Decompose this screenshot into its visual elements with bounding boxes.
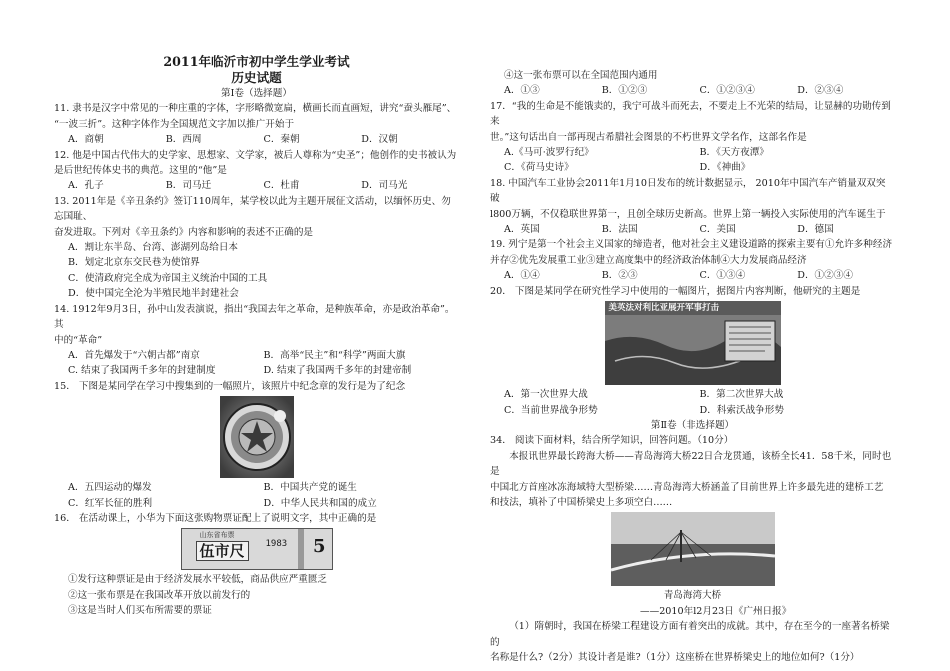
q14-options	[54, 348, 459, 379]
q11-stem-1: 11. 隶书是汉字中常见的一种庄重的字体，字形略微宽扁，横画长而直画短，讲究“蚕头雁尾”、	[54, 103, 457, 115]
q34-subquestion-1b: 名称是什么?（2分）其设计者是谁?（1分）这座桥在世界桥梁史上的地位如何?（1分）	[490, 651, 860, 663]
q18-options	[490, 222, 895, 237]
q13-option-b: B．划定北京东交民巷为使馆界	[68, 257, 200, 269]
qingdao-bay-bridge-photo	[611, 512, 775, 586]
q16-options	[490, 83, 895, 98]
q18-option-a: A．英国	[504, 224, 540, 236]
left-column	[54, 0, 459, 619]
q34-material-line-2: 中国北方首座冰冻海域特大型桥梁……青岛海湾大桥涵盖了目前世界上许多最先进的建桥工艺	[490, 481, 884, 493]
q15-options	[54, 480, 459, 511]
q34-subquestion-1a: （1）隋朝时，我国在桥梁工程建设方面有着突出的成就。其中，存在至今的一座著名桥梁的	[490, 621, 890, 648]
exam-subtitle: 历史试题	[231, 70, 282, 85]
bridge-photo-caption: 青岛海湾大桥	[663, 590, 722, 602]
ticket-year: 1983	[265, 539, 288, 550]
ticket-top-label: 山东省布票	[199, 531, 235, 540]
q11-options	[54, 132, 459, 147]
q11-option-d: D．汉朝	[361, 134, 398, 146]
q17-option-b: B．《天方夜潭》	[699, 147, 769, 159]
q14-option-a: A．首先爆发于“六朝古都”南京	[68, 349, 200, 361]
q34-material-line-1: 本报讯世界最长跨海大桥——青岛海湾大桥22日合龙贯通，该桥全长41．58千米，同时也是	[490, 450, 892, 478]
libya-map-photo	[605, 301, 781, 385]
q17-stem-1: 17．“我的生命是不能饿卖的，我宁可战斗而死去，不要走上不光荣的结局，让显赫的功勋传到来	[490, 100, 891, 128]
q17-option-a: A.《马可·波罗行纪》	[504, 147, 594, 159]
q16-option-b: B．①②③	[601, 85, 648, 97]
q11-option-b: B．西周	[165, 134, 202, 146]
q16-item-3: ③这是当时人们买布所需要的票证	[68, 605, 212, 617]
q13-options	[54, 240, 459, 302]
q15-stem: 15． 下图是某同学在学习中搜集到的一幅照片，该照片中纪念章的发行是为了纪念	[54, 380, 406, 392]
q12-option-b: B．司马迁	[165, 180, 212, 192]
q13-option-a: A．割让东半岛、台湾、澎湖列岛给日本	[68, 242, 239, 254]
bridge-image	[611, 512, 775, 586]
q16-item-2: ②这一张布票是在我国改革开放以前发行的	[68, 589, 251, 601]
ticket-stripe	[298, 529, 304, 569]
q17-option-c: C．《荷马史诗》	[504, 162, 574, 174]
q19-stem-2: 并存②优先发展重工业③建立高度集中的经济政治体制④大力发展商品经济	[490, 254, 807, 266]
q12-stem-1: 12. 他是中国古代伟大的史学家、思想家、文学家，被后人尊称为“史圣”；他创作的史书被认为	[54, 149, 457, 161]
q16-stem: 16． 在活动课上，小华为下面这张购物票证配上了说明文字，其中正确的是	[54, 512, 377, 524]
q13-stem-1: 13. 2011年是《辛丑条约》签订110周年，某学校以此为主题开展征文活动，以缅怀历史、勿忘国耻、	[54, 195, 451, 223]
q16-option-d: D．②③④	[797, 85, 844, 97]
q13-stem-2: 奋发进取。下列对《辛丑条约》内容和影响的表述不正确的是	[54, 226, 314, 238]
q16-item-4: ④这一张布票可以在全国范围内通用	[504, 70, 658, 81]
q18-option-d: D．德国	[797, 224, 834, 236]
q34-stem: 34． 阅读下面材料，结合所学知识，回答问题。（10分）	[490, 435, 734, 447]
q20-stem: 20． 下图是某同学在研究性学习中使用的一幅图片，据图片内容判断，他研究的主题是	[490, 285, 861, 297]
medal-image	[220, 396, 294, 478]
commemorative-medal-photo	[220, 396, 294, 478]
q18-stem-2: l800万辆，不仅稳联世界第一，且创全球历史新高。世界上第一辆投入实际使用的汽车诞生于	[490, 208, 886, 220]
q14-stem-2: 中的“革命”	[54, 334, 103, 346]
map-headline: 美英法对利比亚展开军事打击	[608, 303, 720, 314]
q13-option-d: D．使中国完全沦为半殖民地半封建社会	[68, 288, 239, 300]
q20-option-a: A．第一次世界大战	[504, 389, 588, 401]
q15-option-b: B．中国共产党的诞生	[263, 482, 357, 494]
q14-option-b: B．高举“民主”和“科学”两面大旗	[263, 349, 406, 361]
ticket-number: 5	[312, 536, 326, 558]
q16-option-a: A．①③	[504, 85, 540, 97]
q18-stem-1: 18. 中国汽车工业协会2011年1月10日发布的统计数据显示， 2010年中国汽车产销量双双突破	[490, 177, 886, 205]
q11-stem-2: “一波三折”。这种字体作为全国规范文字加以推广开始于	[54, 118, 295, 130]
q12-option-d: D．司马光	[361, 180, 408, 192]
ticket-denomination: 伍市尺	[196, 541, 249, 561]
q12-option-a: A．孔子	[68, 180, 104, 192]
q15-option-a: A．五四运动的爆发	[68, 482, 152, 494]
q16-option-c: C．①②③④	[699, 85, 755, 97]
q20-option-c: C．当前世界战争形势	[504, 404, 598, 416]
q20-option-b: B．第二次世界大战	[699, 389, 784, 401]
q11-option-a: A．商朝	[68, 134, 104, 146]
q17-stem-2: 世。”这句话出自一部再现古希腊社会图景的不朽世界文学名作，这部名作是	[490, 131, 807, 143]
q14-stem-1: 14. 1912年9月3日，孙中山发表演说，指出“我国去年之革命，是种族革命，亦是政治革命”。其	[54, 303, 455, 331]
q19-option-b: B．②③	[601, 270, 638, 282]
q18-option-c: C．美国	[699, 224, 736, 236]
q12-options	[54, 178, 459, 193]
q16-item-1: ①发行这种票证是由于经济发展水平较低，商品供应严重匮乏	[68, 574, 328, 586]
q20-options	[490, 387, 895, 418]
q20-option-d: D．科索沃战争形势	[699, 404, 784, 416]
right-column	[490, 0, 895, 665]
exam-title: 2011年临沂市初中学生学业考试	[163, 54, 350, 69]
q14-option-d: D. 结束了我国两千多年的封建帝制	[263, 365, 412, 377]
q17-option-d: D．《神曲》	[699, 162, 751, 174]
q19-options	[490, 268, 895, 283]
q19-option-a: A．①④	[504, 270, 540, 282]
q12-stem-2: 是后世纪传体史书的典范。这里的“他”是	[54, 165, 227, 177]
q19-stem-1: 19. 列宁是第一个社会主义国家的缔造者，他对社会主义建设道路的探索主要有①允许多种经济	[490, 239, 893, 251]
q11-option-c: C．秦朝	[263, 134, 300, 146]
q14-option-c: C. 结束了我国两千多年的封建制度	[68, 365, 216, 377]
q13-option-c: C．使清政府完全成为帝国主义统治中国的工具	[68, 272, 268, 284]
q34-material-line-3: 和技法，填补了中国桥梁史上多项空白……	[490, 496, 673, 508]
q12-option-c: C．杜甫	[263, 180, 300, 192]
cloth-ticket-image	[181, 528, 333, 570]
q34-source: ——2010年l2月23日《广州日报》	[640, 605, 792, 617]
q17-options	[490, 145, 895, 176]
q19-option-d: D．①②③④	[797, 270, 853, 282]
section-1-heading: 第Ⅰ卷（选择题）	[221, 88, 292, 99]
q15-option-c: C．红军长征的胜利	[68, 497, 153, 509]
q19-option-c: C．①③④	[699, 270, 746, 282]
q18-option-b: B．法国	[601, 224, 638, 236]
section-2-heading: 第Ⅱ卷（非选择题）	[650, 419, 735, 431]
q15-option-d: D．中华人民共和国的成立	[263, 497, 377, 509]
